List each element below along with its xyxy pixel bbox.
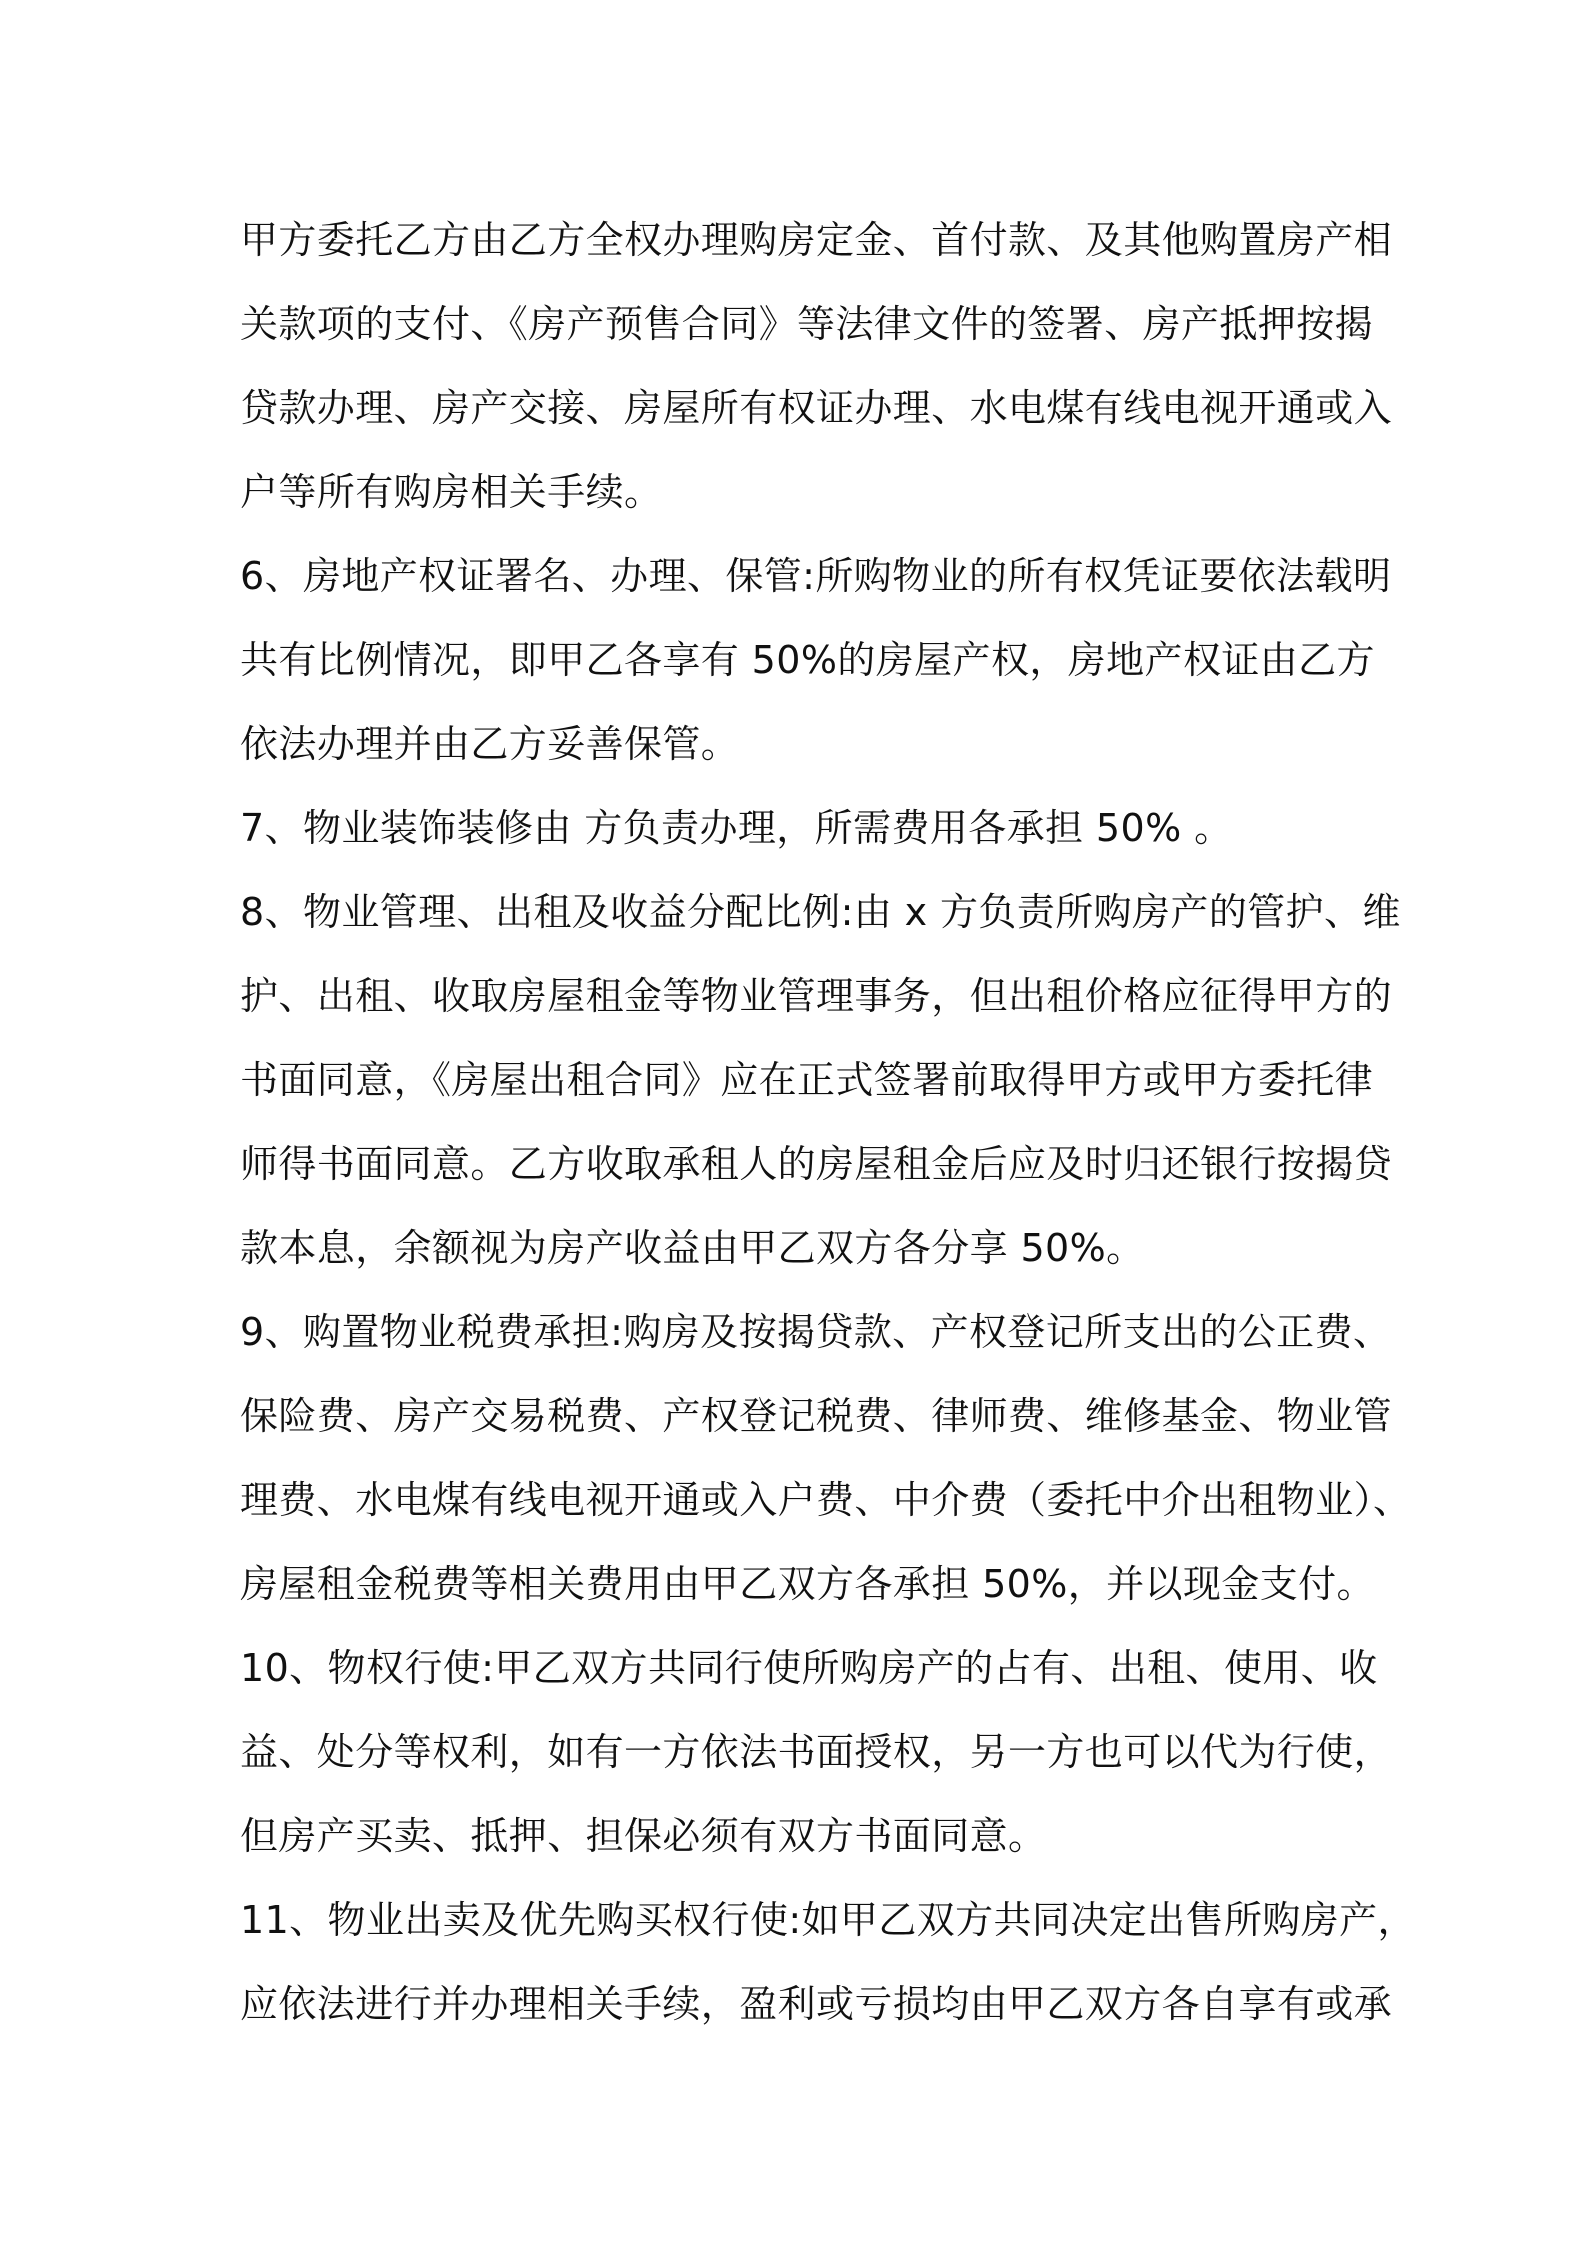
text-line: 款本息，余额视为房产收益由甲乙双方各分享 50%。 [240,1226,1145,1270]
text-line: 户等所有购房相关手续。 [240,470,663,514]
text-line: 书面同意，《房屋出租合同》应在正式签署前取得甲方或甲方委托律 [240,1058,1374,1102]
text-line: 理费、水电煤有线电视开通或入户费、中介费（委托中介出租物业）、 [240,1478,1412,1522]
text-line: 8、物业管理、出租及收益分配比例:由 x 方负责所购房产的管护、维 [240,890,1401,934]
text-line: 房屋租金税费等相关费用由甲乙双方各承担 50%，并以现金支付。 [240,1562,1375,1606]
text-line: 护、出租、收取房屋租金等物业管理事务，但出租价格应征得甲方的 [240,974,1393,1018]
text-line: 益、处分等权利，如有一方依法书面授权，另一方也可以代为行使， [240,1730,1393,1774]
text-line: 关款项的支付、《房产预售合同》等法律文件的签署、房产抵押按揭 [240,302,1374,346]
text-line: 师得书面同意。乙方收取承租人的房屋租金后应及时归还银行按揭贷 [240,1142,1393,1186]
text-line: 甲方委托乙方由乙方全权办理购房定金、首付款、及其他购置房产相 [240,218,1393,262]
text-line: 保险费、房产交易税费、产权登记税费、律师费、维修基金、物业管 [240,1394,1393,1438]
text-line: 10、物权行使:甲乙双方共同行使所购房产的占有、出租、使用、收 [240,1646,1378,1690]
text-line: 但房产买卖、抵押、担保必须有双方书面同意。 [240,1814,1047,1858]
text-line: 应依法进行并办理相关手续，盈利或亏损均由甲乙双方各自享有或承 [240,1982,1393,2026]
text-line: 11、物业出卖及优先购买权行使:如甲乙双方共同决定出售所购房产， [240,1898,1416,1942]
text-line: 贷款办理、房产交接、房屋所有权证办理、水电煤有线电视开通或入 [240,386,1393,430]
text-line: 6、房地产权证署名、办理、保管:所购物业的所有权凭证要依法载明 [240,554,1392,598]
text-line: 9、购置物业税费承担:购房及按揭贷款、产权登记所支出的公正费、 [240,1310,1392,1354]
text-line: 共有比例情况，即甲乙各享有 50%的房屋产权，房地产权证由乙方 [240,638,1375,682]
text-line: 依法办理并由乙方妥善保管。 [240,722,740,766]
document-body [240,198,1416,2046]
text-line: 7、物业装饰装修由 方负责办理，所需费用各承担 50% 。 [240,806,1233,850]
